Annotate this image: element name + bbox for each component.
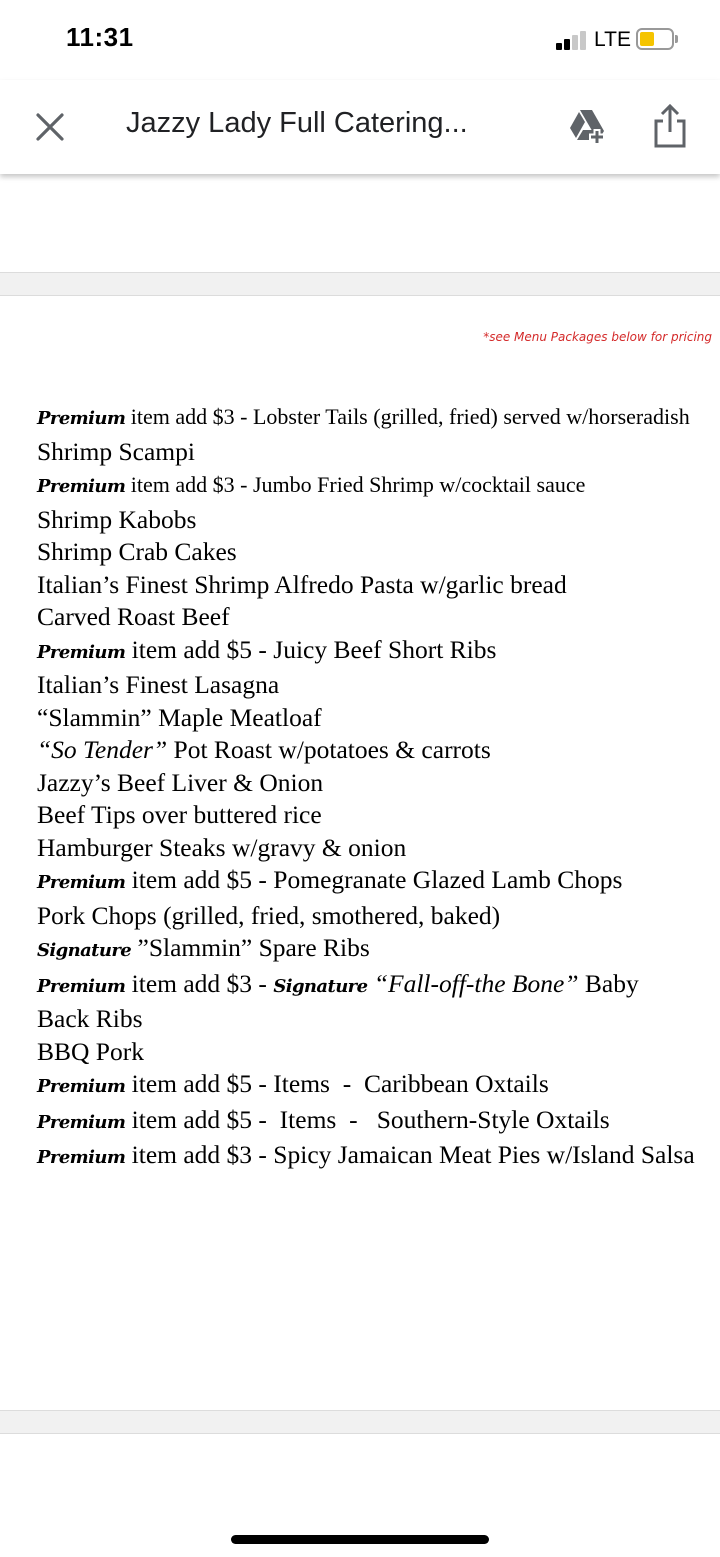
pricing-note: *see Menu Packages below for pricing (483, 330, 712, 344)
status-bar (0, 0, 720, 80)
menu-line (37, 799, 697, 832)
menu-line (37, 864, 697, 900)
home-indicator[interactable] (231, 1535, 489, 1544)
menu-line (37, 536, 697, 569)
status-time: 11:31 (66, 22, 134, 52)
close-icon (30, 107, 70, 147)
menu-line-text: Shrimp Scampi (37, 436, 195, 466)
premium-label: Premium (37, 1147, 126, 1168)
menu-line (37, 436, 697, 469)
menu-line-text: Pot Roast w/potatoes & carrots (167, 735, 491, 764)
menu-line-text: Shrimp Crab Cakes (37, 537, 237, 566)
signature-label: Signature (37, 940, 132, 961)
menu-line-text: Italian’s Finest Shrimp Alfredo Pasta w/garlic bread (37, 569, 567, 599)
menu-line-text: item add $3 - Jumbo Fried Shrimp w/cocktail sauce (125, 472, 586, 497)
menu-line (37, 1068, 697, 1104)
menu-list (37, 400, 697, 1175)
share-icon (650, 102, 690, 150)
menu-line (37, 702, 697, 735)
premium-label: Premium (37, 641, 126, 663)
menu-line (37, 767, 697, 800)
menu-line-text: Shrimp Kabobs (37, 504, 197, 534)
menu-line-italic: “Fall-off-the Bone” (367, 968, 579, 998)
menu-line (37, 669, 697, 702)
cellular-signal-icon (556, 30, 590, 50)
drive-add-icon (566, 104, 610, 148)
menu-line-text: item add $3 - (125, 968, 274, 998)
menu-line (37, 832, 697, 865)
app-bar (0, 80, 720, 174)
premium-label: Premium (37, 1076, 126, 1097)
menu-line-text: item add $3 - Spicy Jamaican Meat Pies w/Island Salsa (125, 1140, 695, 1169)
add-to-drive-button[interactable] (566, 104, 610, 148)
menu-line-text: item add $3 - Lobster Tails (grilled, fried) served w/horseradish (125, 404, 690, 429)
premium-label: Premium (37, 872, 126, 893)
page-separator (0, 1410, 720, 1434)
menu-line (37, 601, 697, 634)
menu-line (37, 1139, 697, 1175)
battery-icon (636, 28, 678, 50)
menu-line (37, 569, 697, 602)
menu-line-text: Pork Chops (grilled, fried, smothered, baked) (37, 900, 501, 930)
menu-line-text: Italian’s Finest Lasagna (37, 670, 280, 699)
menu-line-italic: “So Tender” (37, 735, 168, 764)
menu-line-text: Jazzy’s Beef Liver & Onion (37, 767, 324, 797)
premium-label: Premium (37, 975, 126, 997)
premium-label: Premium (37, 408, 126, 429)
menu-line (37, 1036, 697, 1069)
document-page[interactable] (0, 296, 720, 1408)
menu-line (37, 900, 697, 933)
network-type: LTE (594, 28, 631, 51)
menu-line (37, 468, 697, 504)
menu-line-text: Hamburger Steaks w/gravy & onion (37, 832, 407, 862)
page-separator (0, 272, 720, 296)
menu-line (37, 504, 697, 537)
document-title: Jazzy Lady Full Catering... (126, 107, 468, 139)
premium-label: Premium (37, 1111, 126, 1133)
menu-line-text: item add $5 - Pomegranate Glazed Lamb Chops (125, 865, 623, 894)
menu-line-text: “Slammin” Maple Meatloaf (37, 702, 322, 732)
menu-line (37, 932, 697, 968)
menu-line-text: Baby Back Ribs (37, 968, 639, 1033)
menu-line-text: Carved Roast Beef (37, 602, 230, 631)
menu-line (37, 734, 697, 767)
share-button[interactable] (650, 102, 690, 150)
signature-label: Signature (273, 975, 368, 997)
premium-label: Premium (37, 476, 126, 497)
menu-line (37, 968, 697, 1036)
menu-line-text: BBQ Pork (37, 1036, 144, 1066)
close-button[interactable] (30, 107, 70, 147)
menu-line-text: Beef Tips over buttered rice (37, 800, 322, 829)
menu-line (37, 634, 697, 670)
menu-line (37, 1104, 697, 1140)
menu-line-text: item add $5 - Items - Southern-Style Oxtails (125, 1104, 610, 1134)
menu-line (37, 400, 697, 436)
menu-line-text: item add $5 - Juicy Beef Short Ribs (125, 634, 497, 664)
menu-line-text: ”Slammin” Spare Ribs (131, 933, 370, 962)
menu-line-text: item add $5 - Items - Caribbean Oxtails (125, 1069, 549, 1098)
